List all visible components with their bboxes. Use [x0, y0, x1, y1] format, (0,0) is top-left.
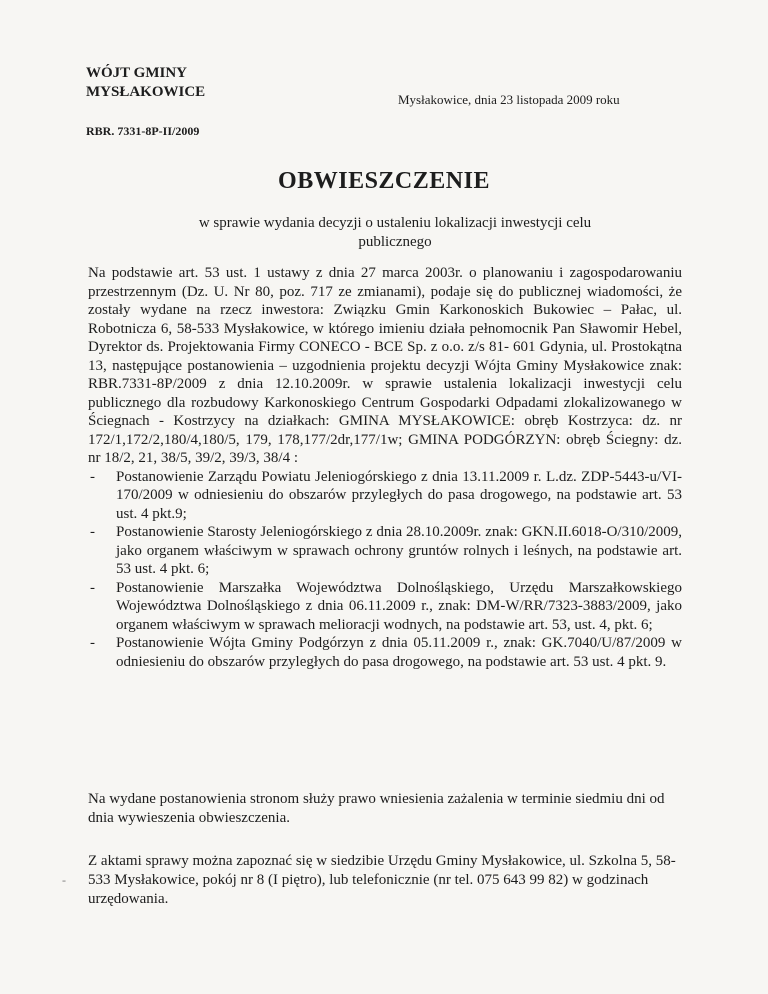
- document-title: OBWIESZCZENIE: [278, 168, 490, 194]
- main-paragraph: Na podstawie art. 53 ust. 1 ustawy z dnia 27 marca 2003r. o planowaniu i zagospodarowaniu przestrzennym (Dz. U. Nr 80, poz. 717 ze zmianami), podaje się do publicznej wiadomości, że zostały wydane na rzecz inwestora: Związku Gmin Karkonoskich Bukowiec – Pałac, ul. Robotnicza 6, 58-533 Mysłakowice, w którego imieniu działa pełnomocnik Pan Sławomir Hebel, Dyrektor ds. Projektowania Firmy CONECO - BCE Sp. z o.o. z/s 81- 601 Gdynia, ul. Prostokątna 13, następujące postanowienia – uzgodnienia projektu decyzji Wójta Gminy Mysłakowice znak: RBR.7331-8P/2009 z dnia 12.10.2009r. w sprawie ustalenia lokalizacji inwestycji celu publicznego dla rozbudowy Karkonoskiego Centrum Gospodarki Odpadami zlokalizowanego w Ściegnach - Kostrzycy na działkach: GMINA MYSŁAKOWICE: obręb Kostrzyca: dz. nr 172/1,172/2,180/4,180/5, 179, 178,177/2dr,177/1w; GMINA PODGÓRZYN: obręb Ściegny: dz. nr 18/2, 21, 38/5, 39/2, 39/3, 38/4 :: [88, 265, 682, 466]
- list-dash: -: [90, 635, 95, 651]
- list-dash: -: [90, 579, 95, 596]
- list-item: [88, 468, 682, 524]
- list-item-text: Postanowienie Starosty Jeleniogórskiego z dnia 28.10.2009r. znak: GKN.II.6018-O/310/2009, jako organem właściwym w sprawach ochrony gruntów rolnych i leśnych, na podstawie art. 53 ust. 4 pkt. 6;: [116, 524, 682, 577]
- list-item-text: Postanowienie Marszałka Województwa Dolnośląskiego, Urzędu Marszałkowskiego Województwa Dolnośląskiego z dnia 06.11.2009 r., znak: DM-W/RR/7323-3883/2009, jako organem właściwym w sprawach melioracji wodnych, na podstawie art. 53, ust. 4, pkt. 6;: [116, 579, 682, 633]
- list-item: [88, 523, 682, 579]
- files-paragraph: Z aktami sprawy można zapoznać się w siedzibie Urzędu Gminy Mysłakowice, ul. Szkolna 5, 58-533 Mysłakowice, pokój nr 8 (I piętro), lub telefonicznie (nr tel. 075 643 99 82) w godzinach urzędowania.: [88, 853, 676, 907]
- list-dash: -: [90, 468, 95, 485]
- appeal-paragraph: Na wydane postanowienia stronom służy prawo wniesienia zażalenia w terminie siedmiu dni od dnia wywieszenia obwieszczenia.: [88, 791, 665, 826]
- margin-mark: -: [62, 873, 66, 887]
- list-item: [88, 579, 682, 635]
- authority-line-1: WÓJT GMINY: [86, 65, 187, 81]
- place-and-date: Mysłakowice, dnia 23 listopada 2009 roku: [398, 92, 620, 107]
- list-item: [88, 634, 682, 671]
- list-item-text: Postanowienie Wójta Gminy Podgórzyn z dnia 05.11.2009 r., znak: GK.7040/U/87/2009 w odniesieniu do obszarów przyległych do pasa drogowego, na podstawie art. 53 ust. 4 pkt. 9.: [116, 635, 682, 670]
- issuing-authority: [86, 64, 205, 102]
- authority-line-2: MYSŁAKOWICE: [86, 84, 206, 100]
- reference-number: RBR. 7331-8P-II/2009: [86, 124, 200, 138]
- list-item-text: Postanowienie Zarządu Powiatu Jeleniogórskiego z dnia 13.11.2009 r. L.dz. ZDP-5443-u/VI-170/2009 w odniesieniu do obszarów przyległych do pasa drogowego, na podstawie art. 53 ust. 4 pkt.9;: [116, 468, 682, 522]
- document-subtitle: w sprawie wydania decyzji o ustaleniu lokalizacji inwestycji celu publicznego: [198, 215, 592, 250]
- document-body: [88, 264, 682, 671]
- list-dash: -: [90, 524, 95, 540]
- decisions-list: [88, 468, 682, 672]
